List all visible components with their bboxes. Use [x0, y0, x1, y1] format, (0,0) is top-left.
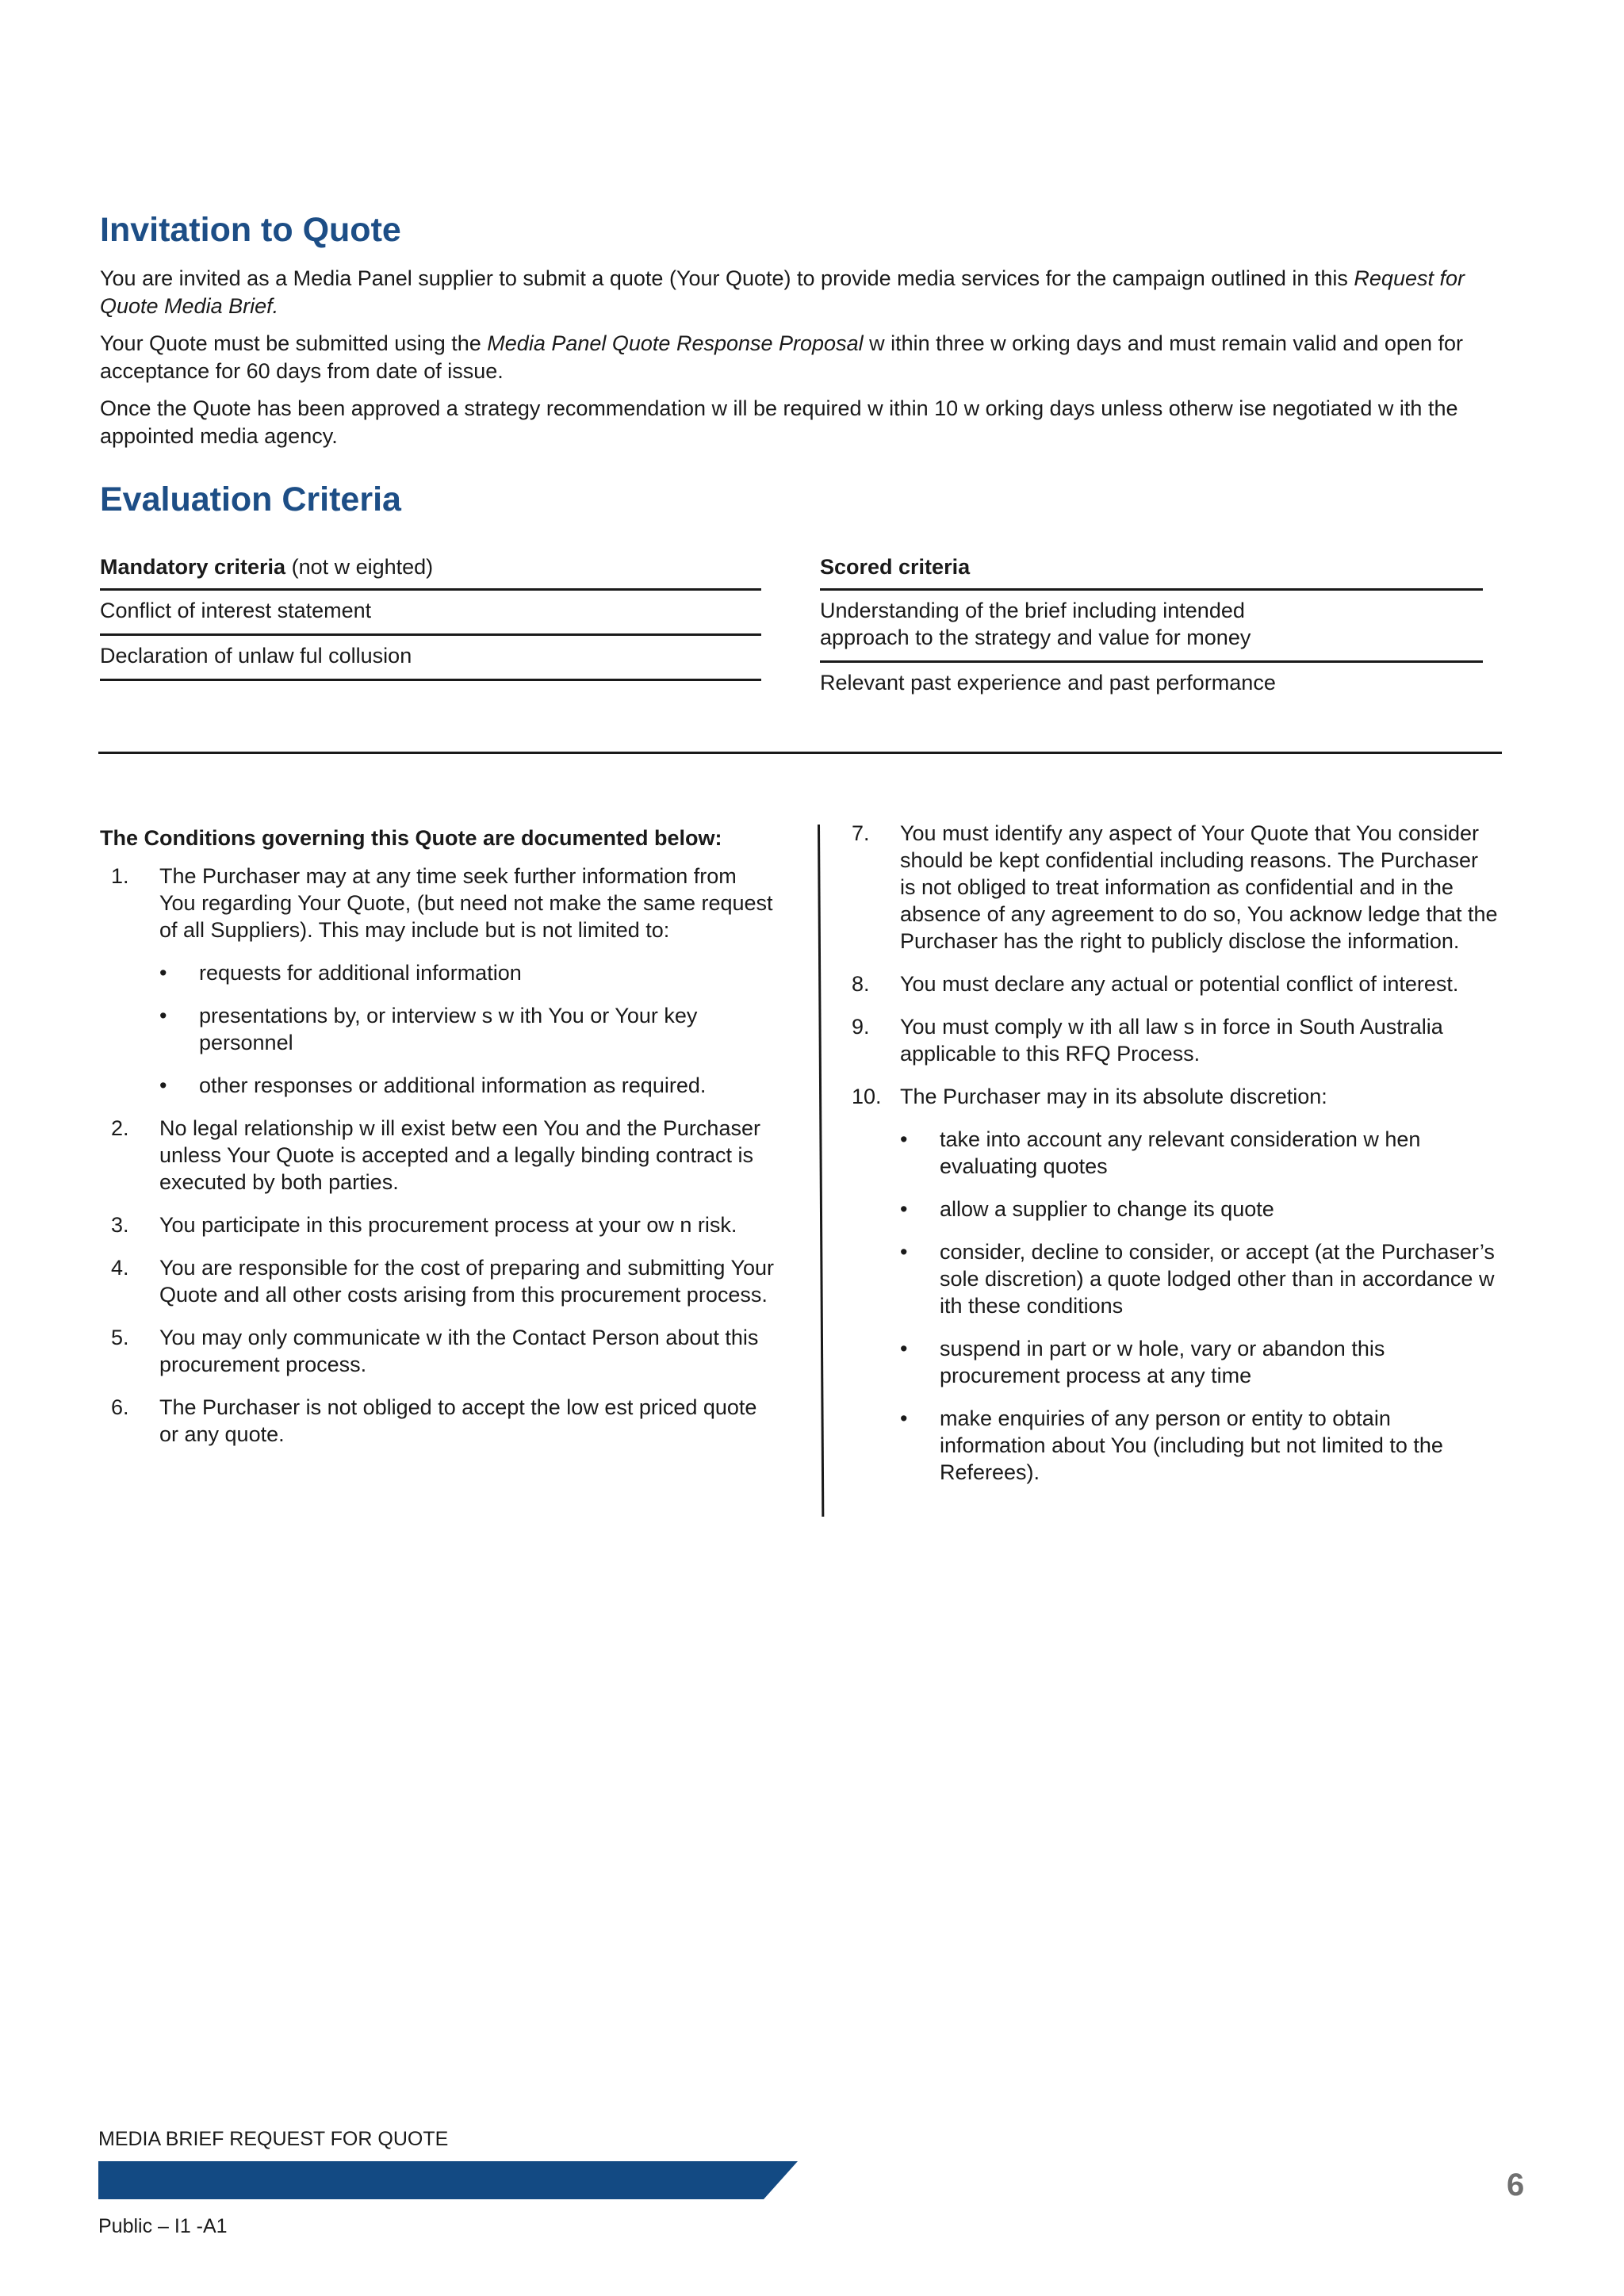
condition-bullet: [900, 1405, 1499, 1486]
condition-number: 1.: [111, 864, 129, 888]
condition-bullet: [159, 1072, 774, 1099]
condition-item: [100, 1115, 774, 1196]
condition-number: 2.: [111, 1116, 129, 1140]
invitation-emphasis: Request for Quote Media Brief.: [100, 266, 1465, 318]
condition-item: [100, 1324, 774, 1378]
condition-number: 4.: [111, 1256, 129, 1280]
conditions-list-right: [841, 820, 1499, 1486]
condition-item: [100, 1394, 774, 1448]
condition-item: [841, 1013, 1499, 1067]
condition-bullet-text: suspend in part or w hole, vary or abandon this procurement process at any time: [940, 1337, 1385, 1387]
conditions-right-column: [841, 820, 1499, 1502]
invitation-title: Invitation to Quote: [100, 211, 401, 249]
condition-text: You participate in this procurement process at your ow n risk.: [159, 1213, 737, 1237]
footer-band-shape: [98, 2161, 798, 2199]
condition-item: [841, 970, 1499, 997]
condition-bullet: [159, 1002, 774, 1056]
mandatory-criteria-row: Declaration of unlaw ful collusion: [100, 633, 761, 681]
condition-item: [841, 820, 1499, 955]
section-divider: [98, 752, 1502, 754]
condition-bullet: [900, 1196, 1499, 1223]
condition-bullet: [900, 1238, 1499, 1319]
conditions-left-column: [100, 825, 774, 1464]
page-number: 6: [1507, 2168, 1525, 2202]
condition-bullet-text: take into account any relevant consideration w hen evaluating quotes: [940, 1127, 1421, 1178]
condition-text: The Purchaser may at any time seek further information from You regarding Your Quote, (but need not make the same request of all Suppliers). This may include but is not limited to:: [159, 864, 773, 942]
condition-text: The Purchaser is not obliged to accept the low est priced quote or any quote.: [159, 1395, 757, 1446]
condition-text: You must identify any aspect of Your Quote that You consider should be kept confidential including reasons. The Purchaser is not obliged to treat information as confidential and in the absence of any agreement to do so, You acknow ledge that the Purchaser has the right to publicly disclose the information.: [900, 821, 1498, 953]
condition-text: You are responsible for the cost of preparing and submitting Your Quote and all other costs arising from this procurement process.: [159, 1256, 775, 1307]
conditions-list-left: [100, 863, 774, 1448]
condition-item: [841, 1083, 1499, 1486]
condition-bullet-text: allow a supplier to change its quote: [940, 1197, 1274, 1221]
condition-text: The Purchaser may in its absolute discretion:: [900, 1085, 1327, 1108]
bullet-icon: •: [900, 1240, 908, 1264]
condition-number: 6.: [111, 1395, 129, 1419]
scored-criteria-row: Understanding of the brief including intended approach to the strategy and value for money: [820, 588, 1483, 660]
condition-item: [100, 863, 774, 1099]
bullet-icon: •: [159, 1073, 167, 1097]
scored-criteria-row: Relevant past experience and past performance: [820, 660, 1483, 706]
condition-bullet: [900, 1335, 1499, 1389]
condition-bullet-text: make enquiries of any person or entity to obtain information about You (including but not limited to the Referees).: [940, 1406, 1443, 1484]
condition-text: You must declare any actual or potential conflict of interest.: [900, 972, 1459, 996]
mandatory-criteria-row: Conflict of interest statement: [100, 588, 761, 633]
condition-bullet-text: requests for additional information: [199, 961, 522, 985]
footer-band: [98, 2161, 798, 2199]
bullet-icon: •: [159, 1004, 167, 1027]
footer-document-title: MEDIA BRIEF REQUEST FOR QUOTE: [98, 2128, 449, 2150]
invitation-paragraph: Your Quote must be submitted using the Media Panel Quote Response Proposal w ithin three w orking days and must remain valid and open for acceptance for 60 days from date of issue.: [100, 331, 1463, 383]
condition-number: 3.: [111, 1213, 129, 1237]
evaluation-title: Evaluation Criteria: [100, 480, 401, 519]
condition-text: No legal relationship w ill exist betw een You and the Purchaser unless Your Quote is accepted and a legally binding contract is executed by both parties.: [159, 1116, 760, 1194]
condition-bullet-text: consider, decline to consider, or accept (at the Purchaser’s sole discretion) a quote lodged other than in accordance w ith these conditions: [940, 1240, 1495, 1318]
bullet-icon: •: [900, 1337, 908, 1360]
bullet-icon: •: [900, 1406, 908, 1430]
scored-criteria-table: [820, 553, 1483, 706]
invitation-paragraph: Once the Quote has been approved a strategy recommendation w ill be required w ithin 10 w orking days unless otherw ise negotiated w ith the appointed media agency.: [100, 396, 1458, 448]
condition-bullet-text: presentations by, or interview s w ith You or Your key personnel: [199, 1004, 698, 1054]
condition-bullet-text: other responses or additional information as required.: [199, 1073, 707, 1097]
scored-criteria-heading: Scored criteria: [820, 555, 971, 579]
condition-number: 7.: [852, 821, 870, 845]
invitation-paragraph: You are invited as a Media Panel supplier to submit a quote (Your Quote) to provide media services for the campaign outlined in this Request for Quote Media Brief.: [100, 266, 1465, 318]
column-divider: [818, 825, 824, 1517]
condition-text: You may only communicate w ith the Contact Person about this procurement process.: [159, 1326, 759, 1376]
condition-bullet: [900, 1126, 1499, 1180]
bullet-icon: •: [900, 1197, 908, 1221]
condition-text: You must comply w ith all law s in force in South Australia applicable to this RFQ Process.: [900, 1015, 1443, 1066]
condition-number: 5.: [111, 1326, 129, 1349]
invitation-body: [100, 265, 1496, 460]
invitation-emphasis: Media Panel Quote Response Proposal: [487, 331, 864, 355]
condition-number: 9.: [852, 1015, 870, 1039]
mandatory-criteria-table: [100, 553, 761, 681]
condition-item: [100, 1254, 774, 1308]
condition-bullet: [159, 959, 774, 986]
bullet-icon: •: [900, 1127, 908, 1151]
condition-item: [100, 1211, 774, 1238]
footer-classification: Public – I1 -A1: [98, 2215, 228, 2237]
conditions-title: The Conditions governing this Quote are documented below:: [100, 826, 722, 850]
condition-number: 10.: [852, 1085, 882, 1108]
mandatory-criteria-heading: Mandatory criteria (not w eighted): [100, 555, 434, 579]
bullet-icon: •: [159, 961, 167, 985]
condition-number: 8.: [852, 972, 870, 996]
